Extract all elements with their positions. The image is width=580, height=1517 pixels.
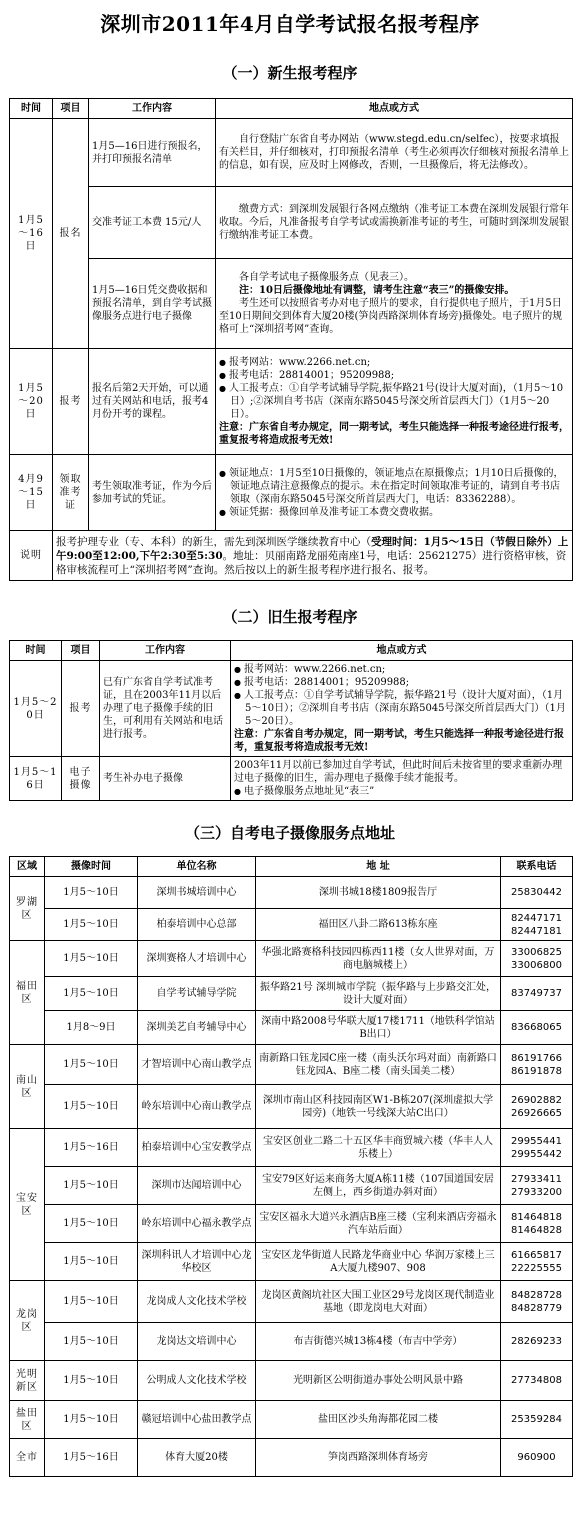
t3-cell-phone bbox=[501, 1401, 573, 1439]
t3-phone-primary: 83668065 bbox=[511, 1022, 562, 1033]
t3-cell-unit: 才智培训中心南山教学点 bbox=[138, 1045, 256, 1085]
t3-phone-secondary: 86191878 bbox=[511, 1065, 562, 1077]
t3-region-yantian: 盐田区 bbox=[10, 1401, 45, 1439]
t2-r1-bullet-website: ● 报考网站：www.2266.net.cn; bbox=[234, 663, 569, 676]
t3-cell-phone bbox=[501, 1205, 573, 1243]
t1-header-item: 项目 bbox=[53, 99, 89, 119]
t3-cell-unit: 龙岗达文培训中心 bbox=[138, 1323, 256, 1361]
t3-cell-phone bbox=[501, 1243, 573, 1281]
t3-cell-unit: 岭东培训中心南山教学点 bbox=[138, 1085, 256, 1129]
t1-note bbox=[53, 531, 573, 581]
t3-phone-primary: 27933411 bbox=[511, 1173, 562, 1185]
t3-phone-primary: 83749737 bbox=[511, 988, 562, 999]
photo-points-table bbox=[9, 856, 573, 1477]
t1-header-time: 时间 bbox=[10, 99, 53, 119]
t3-cell-time: 1月8～9日 bbox=[45, 1011, 138, 1045]
t3-cell-address: 宝安区创业二路二十五区华丰商贸城六楼（华丰人人乐楼上） bbox=[256, 1129, 501, 1167]
t3-cell-unit: 体育大厦20楼 bbox=[138, 1439, 256, 1477]
t3-cell-address: 笋岗西路深圳体育场旁 bbox=[256, 1439, 501, 1477]
t3-phone-primary: 960900 bbox=[517, 1452, 556, 1463]
t1-r4-bullet-website: ● 报考网站：www.2266.net.cn; bbox=[219, 356, 569, 369]
t1-r4-work: 报名后第2天开始，可以通过有关网站和电话，报考4月份开考的课程。 bbox=[89, 349, 216, 455]
t3-region-guangming: 光明新区 bbox=[10, 1361, 45, 1401]
section-title-old-students: （二）旧生报考程序 bbox=[222, 608, 358, 626]
t3-header-region: 区域 bbox=[10, 857, 45, 877]
t3-header-unit: 单位名称 bbox=[138, 857, 256, 877]
t2-r2-work: 考生补办电子摄像 bbox=[100, 757, 231, 801]
t2-r2-bullet-see-table: ● 电子摄像服务点地址见“表三” bbox=[234, 785, 569, 798]
section-title-new-students: （一）新生报考程序 bbox=[222, 64, 358, 82]
t3-cell-unit: 岭东培训中心福永教学点 bbox=[138, 1205, 256, 1243]
t1-header-place: 地点或方式 bbox=[216, 99, 573, 119]
t3-cell-phone bbox=[501, 877, 573, 909]
t3-cell-time: 1月5～16日 bbox=[45, 1439, 138, 1477]
t3-cell-time: 1月5～10日 bbox=[45, 1167, 138, 1205]
t3-cell-phone bbox=[501, 1129, 573, 1167]
t3-phone-primary: 29955441 bbox=[511, 1135, 562, 1147]
t2-r1-bullet-phone: ● 报考电话：28814001；95209988; bbox=[234, 676, 569, 689]
t3-row bbox=[10, 1205, 573, 1243]
t3-cell-address: 华强北路赛格科技园四栋西11楼（女人世界对面，万商电脑城楼上） bbox=[256, 941, 501, 977]
t1-r3-place-c: 考生还可以按照省考办对电子照片的要求，自行提供电子照片，于1月5日至10日期间交到体育大厦20楼(笋岗西路深圳体育场旁)摄像处。电子照片的规格可上“深圳招考网”查询。 bbox=[219, 298, 563, 335]
t3-row bbox=[10, 1011, 573, 1045]
t3-row bbox=[10, 877, 573, 909]
t3-row bbox=[10, 977, 573, 1011]
t1-r1-place: 自行登陆广东省自考办网站（www.stegd.edu.cn/selfec），按要求填报有关栏目，并仔细核对，打印预报名清单（考生必须再次仔细核对预报名清单上的信息，如有误，应及时上网修改，否则，一旦摄像后，将无法修改）。 bbox=[216, 119, 573, 187]
t3-region-baoan: 宝安区 bbox=[10, 1129, 45, 1281]
t3-cell-address: 宝安区龙华街道人民路龙华商业中心 华润万家楼上三A大厦九楼907、908 bbox=[256, 1243, 501, 1281]
t3-phone-primary: 33006825 bbox=[511, 946, 562, 958]
t3-cell-phone bbox=[501, 1323, 573, 1361]
section-title-photo-points: （三）自考电子摄像服务点地址 bbox=[184, 824, 395, 842]
t2-r1-note: 注意：广东省自考办规定，同一期考试，考生只能选择一种报考途径进行报考，重复报考将造成报考无效! bbox=[234, 729, 564, 753]
t3-cell-time: 1月5～16日 bbox=[45, 1129, 138, 1167]
t3-region-longgang: 龙岗区 bbox=[10, 1281, 45, 1361]
t1-r3-work: 1月5—16日凭交费收据和预报名清单，到自学考试摄像服务点进行电子摄像 bbox=[89, 259, 216, 349]
t1-r3-place bbox=[216, 259, 573, 349]
t1-time-ticket: 4月9～15日 bbox=[10, 455, 53, 531]
t3-phone-secondary: 26926665 bbox=[511, 1107, 562, 1119]
t3-phone-secondary: 82447181 bbox=[511, 925, 562, 937]
t3-row bbox=[10, 1281, 573, 1323]
t1-r1-work: 1月5—16日进行预报名，并打印预报名清单 bbox=[89, 119, 216, 187]
t3-cell-phone bbox=[501, 941, 573, 977]
t1-header-work: 工作内容 bbox=[89, 99, 216, 119]
t3-cell-phone bbox=[501, 1045, 573, 1085]
t3-cell-unit: 龙岗成人文化技术学校 bbox=[138, 1281, 256, 1323]
t3-phone-primary: 84828728 bbox=[511, 1289, 562, 1301]
t3-cell-phone bbox=[501, 909, 573, 941]
t3-phone-secondary: 22225555 bbox=[511, 1262, 562, 1274]
t3-header-time: 摄像时间 bbox=[45, 857, 138, 877]
t2-r2-place bbox=[231, 757, 573, 801]
t3-cell-address: 宝安区福永大道兴永酒店B座三楼（宝利来酒店旁福永汽车站后面） bbox=[256, 1205, 501, 1243]
t3-cell-phone bbox=[501, 1011, 573, 1045]
t2-header-work: 工作内容 bbox=[100, 641, 231, 661]
t3-row bbox=[10, 1361, 573, 1401]
t3-cell-address: 盐田区沙头角海都花园二楼 bbox=[256, 1401, 501, 1439]
t3-phone-primary: 28269233 bbox=[511, 1336, 562, 1347]
t1-note-time: 受理时间：1月5～15日（节假日除外）上午9:00至12:00,下午2:30至5:30 bbox=[56, 535, 569, 562]
t1-note-part-a: 报考护理专业（专、本科）的新生，需先到深圳医学继续教育中心（ bbox=[56, 535, 371, 548]
t3-phone-primary: 27734808 bbox=[511, 1375, 562, 1386]
t3-cell-unit: 深圳书城培训中心 bbox=[138, 877, 256, 909]
old-student-table bbox=[9, 640, 573, 801]
t3-cell-time: 1月5～10日 bbox=[45, 1323, 138, 1361]
t1-r4-bullet-manual: ● 人工报考点：①自学考试辅导学院,振华路21号(设计大厦对面)，（1月5～10日）;②深圳自考书店（深南东路5045号深交所首层西大门）（1月5～20日）。 bbox=[219, 382, 569, 421]
t3-cell-time: 1月5～10日 bbox=[45, 941, 138, 977]
t2-time-photo: 1月5～16日 bbox=[10, 757, 62, 801]
t1-r4-bullet-phone: ● 报考电话：28814001；95209988; bbox=[219, 369, 569, 382]
t3-region-luohu: 罗湖区 bbox=[10, 877, 45, 941]
t3-cell-time: 1月5～10日 bbox=[45, 1401, 138, 1439]
t3-cell-phone bbox=[501, 1167, 573, 1205]
t3-cell-time: 1月5～10日 bbox=[45, 877, 138, 909]
t3-cell-unit: 柏泰培训中心总部 bbox=[138, 909, 256, 941]
t3-cell-unit: 深圳科讯人才培训中心龙华校区 bbox=[138, 1243, 256, 1281]
t3-cell-time: 1月5～10日 bbox=[45, 1085, 138, 1129]
t3-cell-address: 光明新区公明街道办事处公明风景中路 bbox=[256, 1361, 501, 1401]
t3-cell-time: 1月5～10日 bbox=[45, 1243, 138, 1281]
t3-phone-primary: 61665817 bbox=[511, 1249, 562, 1261]
t3-cell-time: 1月5～10日 bbox=[45, 1045, 138, 1085]
new-student-table bbox=[9, 98, 573, 581]
t3-phone-primary: 25830442 bbox=[511, 887, 562, 898]
t3-phone-primary: 25359284 bbox=[511, 1414, 562, 1425]
t1-r5-place bbox=[216, 455, 573, 531]
t3-cell-unit: 赣冠培训中心盐田教学点 bbox=[138, 1401, 256, 1439]
t3-cell-time: 1月5～10日 bbox=[45, 1281, 138, 1323]
t3-cell-address: 深南中路2008号华联大厦17楼1711（地铁科学馆站B出口） bbox=[256, 1011, 501, 1045]
t3-row bbox=[10, 1167, 573, 1205]
t1-item-apply: 报考 bbox=[53, 349, 89, 455]
page-title: 深圳市2011年4月自学考试报名报考程序 bbox=[100, 12, 480, 36]
t2-item-apply: 报考 bbox=[62, 661, 100, 757]
t3-cell-time: 1月5～10日 bbox=[45, 1205, 138, 1243]
t3-cell-address: 振华路21号 深圳城市学院（振华路与上步路交汇处，设计大厦对面） bbox=[256, 977, 501, 1011]
t2-item-photo: 电子摄像 bbox=[62, 757, 100, 801]
t3-row bbox=[10, 909, 573, 941]
t3-phone-primary: 26902882 bbox=[511, 1094, 562, 1106]
t3-row bbox=[10, 1085, 573, 1129]
t3-phone-primary: 82447171 bbox=[511, 912, 562, 924]
t3-cell-unit: 深圳赛格人才培训中心 bbox=[138, 941, 256, 977]
t3-row bbox=[10, 1129, 573, 1167]
t3-cell-phone bbox=[501, 1361, 573, 1401]
t3-row bbox=[10, 941, 573, 977]
t3-phone-secondary: 27933200 bbox=[511, 1186, 562, 1198]
t1-r4-note: 注意：广东省自考办规定，同一期考试，考生只能选择一种报考途径进行报考，重复报考将造成报考无效! bbox=[219, 422, 569, 446]
t3-cell-unit: 公明成人文化技术学校 bbox=[138, 1361, 256, 1401]
t1-r2-place: 缴费方式：到深圳发展银行各网点缴纳（准考证工本费在深圳发展银行常年收取。今后，凡准备报考自学考试或需换新准考证的考生，可随时到深圳发展银行缴纳准考证工本费。 bbox=[216, 187, 573, 259]
t3-row bbox=[10, 1439, 573, 1477]
t3-cell-time: 1月5～10日 bbox=[45, 909, 138, 941]
t1-r5-bullet-location: ● 领证地点：1月5至10日摄像的，领证地点在原摄像点；1月10日后摄像的，领证地点请注意摄像点的提示。未在指定时间领取准考证的，请到自考书店领取（深南东路5045号深交所首层西大门，电话：83362288）。 bbox=[219, 467, 569, 506]
t3-cell-unit: 深圳美艺自考辅导中心 bbox=[138, 1011, 256, 1045]
t3-header-address: 地 址 bbox=[256, 857, 501, 877]
t1-r5-work: 考生领取准考证，作为今后参加考试的凭证。 bbox=[89, 455, 216, 531]
t2-r1-place bbox=[231, 661, 573, 757]
t3-cell-unit: 自学考试辅导学院 bbox=[138, 977, 256, 1011]
t3-phone-secondary: 84828779 bbox=[511, 1302, 562, 1314]
t1-r3-place-a: 各自学考试电子摄像服务点（见表三）。 bbox=[239, 272, 414, 283]
t3-cell-phone bbox=[501, 1439, 573, 1477]
t2-r1-work: 已有广东省自学考试准考证，且在2003年11月以后办理了电子摄像手续的旧生，可利用有关网站和电话进行报考。 bbox=[100, 661, 231, 757]
t3-cell-address: 布吉街德兴城13栋4楼（布吉中学旁） bbox=[256, 1323, 501, 1361]
t3-row bbox=[10, 1243, 573, 1281]
t3-cell-address: 深圳书城18楼1809报告厅 bbox=[256, 877, 501, 909]
t2-header-time: 时间 bbox=[10, 641, 62, 661]
t3-cell-phone bbox=[501, 1085, 573, 1129]
t3-region-futian: 福田区 bbox=[10, 941, 45, 1045]
t3-phone-secondary: 81464828 bbox=[511, 1224, 562, 1236]
t3-phone-primary: 86191766 bbox=[511, 1052, 562, 1064]
t3-cell-address: 龙岗区黄阁坑社区大围工业区29号龙岗区现代制造业基地（即龙岗电大对面） bbox=[256, 1281, 501, 1323]
t3-header-phone: 联系电话 bbox=[501, 857, 573, 877]
t1-r4-place bbox=[216, 349, 573, 455]
t3-cell-time: 1月5～10日 bbox=[45, 1361, 138, 1401]
t1-time-register: 1月5～16日 bbox=[10, 119, 53, 349]
t3-cell-time: 1月5～10日 bbox=[45, 977, 138, 1011]
t3-cell-address: 南新路口钰龙园C座一楼（南头沃尔玛对面）南新路口钰龙园A、B座二楼（南头国美二楼） bbox=[256, 1045, 501, 1085]
t3-row bbox=[10, 1045, 573, 1085]
t2-time-apply: 1月5～20日 bbox=[10, 661, 62, 757]
t2-header-place: 地点或方式 bbox=[231, 641, 573, 661]
t3-region-quanshi: 全市 bbox=[10, 1439, 45, 1477]
t3-cell-address: 福田区八卦二路613栋东座 bbox=[256, 909, 501, 941]
t1-r3-place-b: 注：10日后摄像地址有调整，请考生注意“表三”的摄像安排。 bbox=[239, 285, 515, 296]
t1-note-label: 说明 bbox=[10, 531, 53, 581]
t2-r1-bullet-manual: ● 人工报考点：①自学考试辅导学院，振华路21号（设计大厦对面），（1月5～10日）；②深圳自考书店（深南东路5045号深交所首层西大门）（1月5～20日）。 bbox=[234, 689, 569, 728]
t3-cell-address: 深圳市南山区科技园南区W1-B栋207(深圳虚拟大学园旁)（地铁一号线深大站C出口） bbox=[256, 1085, 501, 1129]
t3-phone-secondary: 33006800 bbox=[511, 959, 562, 971]
t3-cell-phone bbox=[501, 1281, 573, 1323]
t2-header-item: 项目 bbox=[62, 641, 100, 661]
t1-item-register: 报名 bbox=[53, 119, 89, 349]
t3-phone-secondary: 29955442 bbox=[511, 1148, 562, 1160]
t3-row bbox=[10, 1401, 573, 1439]
t3-row bbox=[10, 1323, 573, 1361]
t3-cell-unit: 深圳市达闻培训中心 bbox=[138, 1167, 256, 1205]
t1-r2-work: 交准考证工本费 15元/人 bbox=[89, 187, 216, 259]
t3-phone-primary: 81464818 bbox=[511, 1211, 562, 1223]
t1-note-part-c: 。地址：贝丽南路龙丽苑南座1号，电话：25621275）进行资格审核，资格审核流程可上“深圳招考网”查询。然后按以上的新生报考程序进行报名、报考。 bbox=[56, 549, 567, 576]
t3-region-nanshan: 南山区 bbox=[10, 1045, 45, 1129]
t3-cell-unit: 柏泰培训中心宝安教学点 bbox=[138, 1129, 256, 1167]
t1-item-ticket: 领取准考证 bbox=[53, 455, 89, 531]
t1-r5-bullet-proof: ● 领证凭据：摄像回单及准考证工本费交费收据。 bbox=[219, 506, 569, 519]
t3-cell-phone bbox=[501, 977, 573, 1011]
t1-time-apply: 1月5～20日 bbox=[10, 349, 53, 455]
t3-cell-address: 宝安79区好运来商务大厦A栋11楼（107国道国安居左侧上，西乡街道办斜对面） bbox=[256, 1167, 501, 1205]
t2-r2-place-text: 2003年11月以前已参加过自学考试，但此时间后未按省里的要求重新办理过电子摄像的旧生，需办理电子摄像手续才能报考。 bbox=[234, 760, 563, 784]
